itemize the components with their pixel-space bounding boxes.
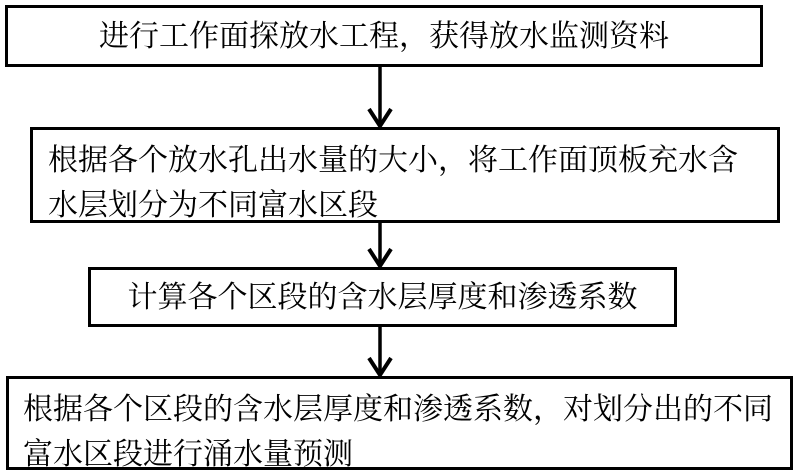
- down-arrow-icon: [360, 66, 400, 128]
- flow-step-1: 进行工作面探放水工程，获得放水监测资料: [5, 5, 763, 67]
- flow-step-3: 计算各个区段的含水层厚度和渗透系数: [88, 267, 677, 327]
- flow-step-4: 根据各个区段的含水层厚度和渗透系数，对划分出的不同富水区段进行涌水量预测: [6, 376, 793, 470]
- down-arrow-icon: [360, 222, 400, 268]
- down-arrow-icon: [360, 326, 400, 377]
- flow-step-2: 根据各个放水孔出水量的大小，将工作面顶板充水含水层划分为不同富水区段: [30, 127, 780, 223]
